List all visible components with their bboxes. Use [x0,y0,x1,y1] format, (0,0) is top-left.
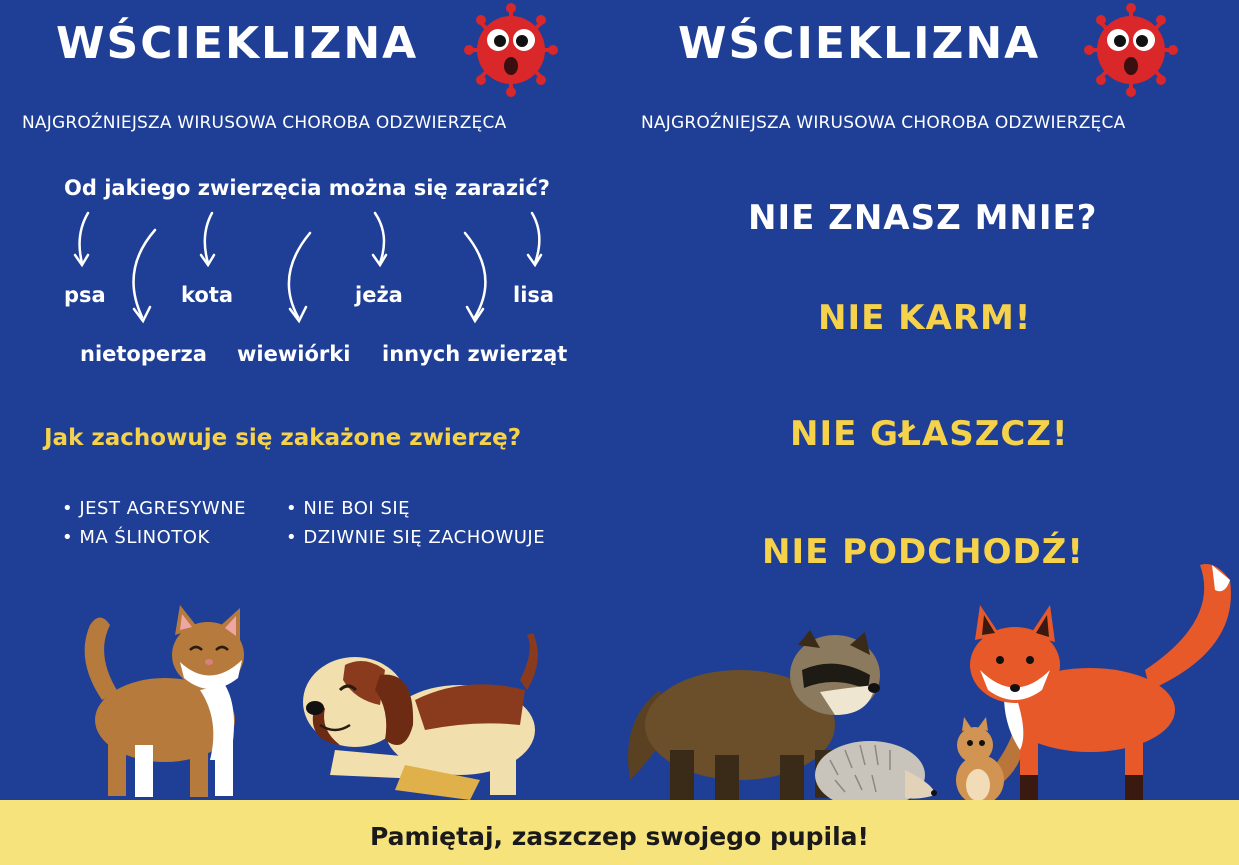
symptom-item: • DZIWNIE SIĘ ZACHOWUJE [286,527,546,548]
virus-icon [456,0,566,100]
right-title: WŚCIEKLIZNA [678,18,1041,69]
virus-icon [1076,0,1186,100]
animal-hedgehog: jeża [355,283,403,307]
animal-fox: lisa [513,283,555,307]
footer-text: Pamiętaj, zaszczep swojego pupila! [370,822,869,851]
warning-dont-pet: NIE GŁASZCZ! [790,414,1069,454]
cat-illustration [70,600,260,805]
dog-illustration [295,630,545,805]
fox-illustration [950,560,1239,805]
symptom-item: • MA ŚLINOTOK [62,527,210,548]
animal-others: innych zwierząt [382,342,568,366]
left-subtitle: NAJGROŹNIEJSZA WIRUSOWA CHOROBA ODZWIERZĘCA [22,113,507,133]
animal-dog: psa [64,283,106,307]
warning-dont-approach: NIE PODCHODŹ! [762,532,1084,572]
dont-know-me-heading: NIE ZNASZ MNIE? [748,198,1098,238]
right-subtitle: NAJGROŹNIEJSZA WIRUSOWA CHOROBA ODZWIERZĘCA [641,113,1126,133]
left-panel [0,0,620,800]
arrows-graphic [60,205,560,335]
behavior-title: Jak zachowuje się zakażone zwierzę? [44,425,522,451]
right-panel [620,0,1239,800]
animal-cat: kota [181,283,234,307]
infection-question: Od jakiego zwierzęcia można się zarazić? [64,176,550,200]
symptom-item: • JEST AGRESYWNE [62,498,247,519]
animal-squirrel: wiewiórki [237,342,351,366]
left-title: WŚCIEKLIZNA [56,18,419,69]
footer-banner [0,800,1239,865]
hedgehog-illustration [810,730,940,810]
symptom-item: • NIE BOI SIĘ [286,498,411,519]
warning-dont-feed: NIE KARM! [818,298,1032,338]
animal-bat: nietoperza [80,342,207,366]
